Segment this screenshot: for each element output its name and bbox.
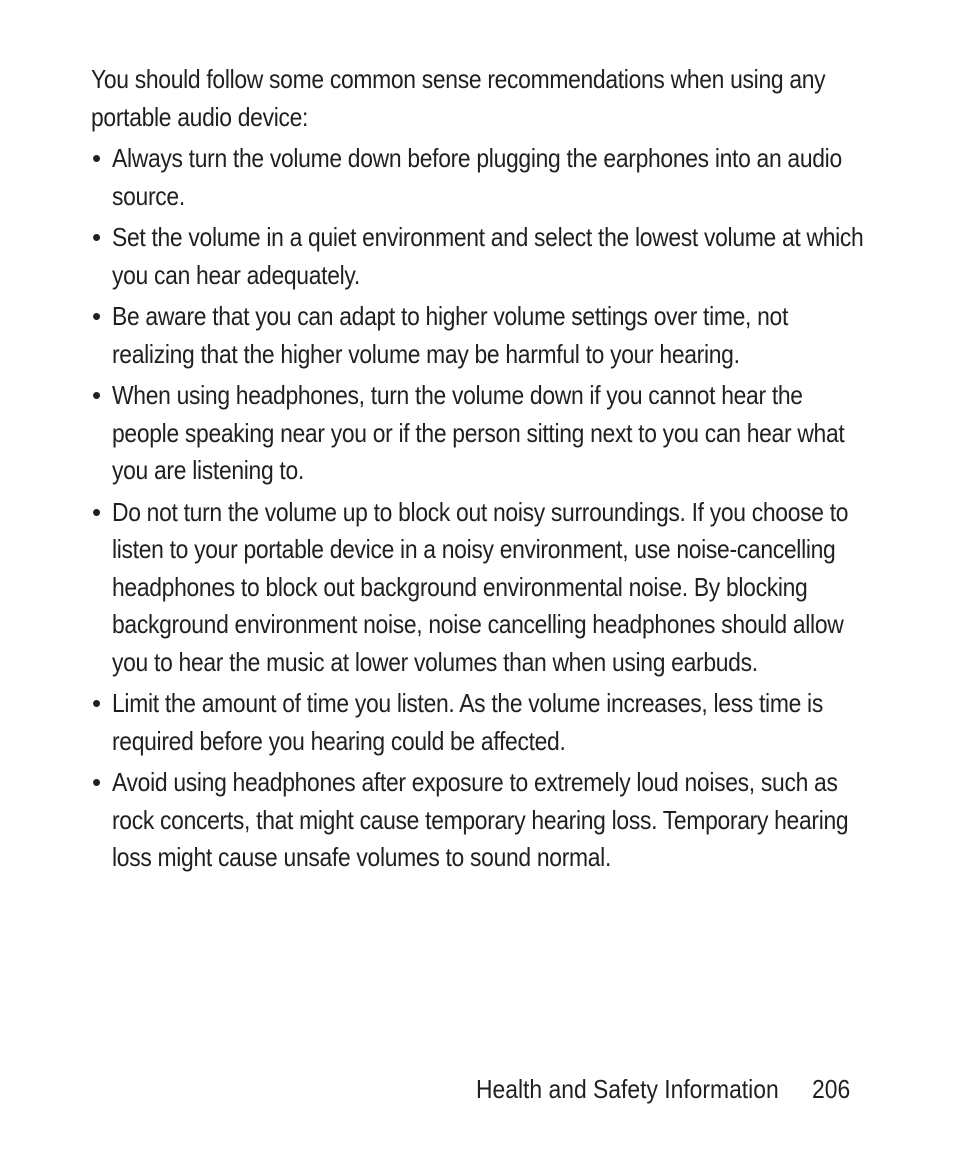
list-item-text: Avoid using headphones after exposure to extremely loud noises, such as rock concerts, that might cause temporary hearing loss. Temporary hearing loss might cause unsafe volumes to sound normal. xyxy=(112,767,849,872)
list-item-text: Do not turn the volume up to block out noisy surroundings. If you choose to listen to your portable device in a noisy environment, use noise-cancelling headphones to block out background environmental noise. By blocking background environment noise, noise cancelling headphones should allow you to hear the music at lower volumes than when using earbuds. xyxy=(112,496,849,677)
intro-paragraph: You should follow some common sense recommendations when using any portable audio device: xyxy=(91,64,826,132)
footer-section-title: Health and Safety Information xyxy=(476,1074,779,1104)
list-item xyxy=(91,685,861,760)
bullet-icon: • xyxy=(92,767,101,797)
list-item xyxy=(91,377,861,490)
list-item-text: Limit the amount of time you listen. As the volume increases, less time is required before you hearing could be affected. xyxy=(112,688,823,756)
page-footer xyxy=(476,1073,820,1105)
recommendation-list xyxy=(91,140,864,877)
list-item xyxy=(91,219,864,294)
list-item-text: Be aware that you can adapt to higher volume settings over time, not realizing that the higher volume may be harmful to your hearing. xyxy=(112,301,789,369)
list-item-text: When using headphones, turn the volume down if you cannot hear the people speaking near you or if the person sitting next to you can hear what you are listening to. xyxy=(112,380,845,485)
list-item xyxy=(91,494,861,682)
bullet-icon: • xyxy=(92,222,101,252)
list-item-text: Always turn the volume down before plugging the earphones into an audio source. xyxy=(112,143,842,211)
bullet-icon: • xyxy=(92,380,101,410)
page-number: 206 xyxy=(812,1074,851,1104)
main-content xyxy=(91,61,864,881)
list-item-text: Set the volume in a quiet environment and select the lowest volume at which you can hear adequately. xyxy=(112,222,864,290)
bullet-icon: • xyxy=(92,688,101,718)
bullet-icon: • xyxy=(92,496,101,527)
list-item xyxy=(91,764,861,877)
bullet-icon: • xyxy=(92,301,101,331)
bullet-icon: • xyxy=(92,143,101,173)
list-item xyxy=(91,140,861,215)
list-item xyxy=(91,298,861,373)
